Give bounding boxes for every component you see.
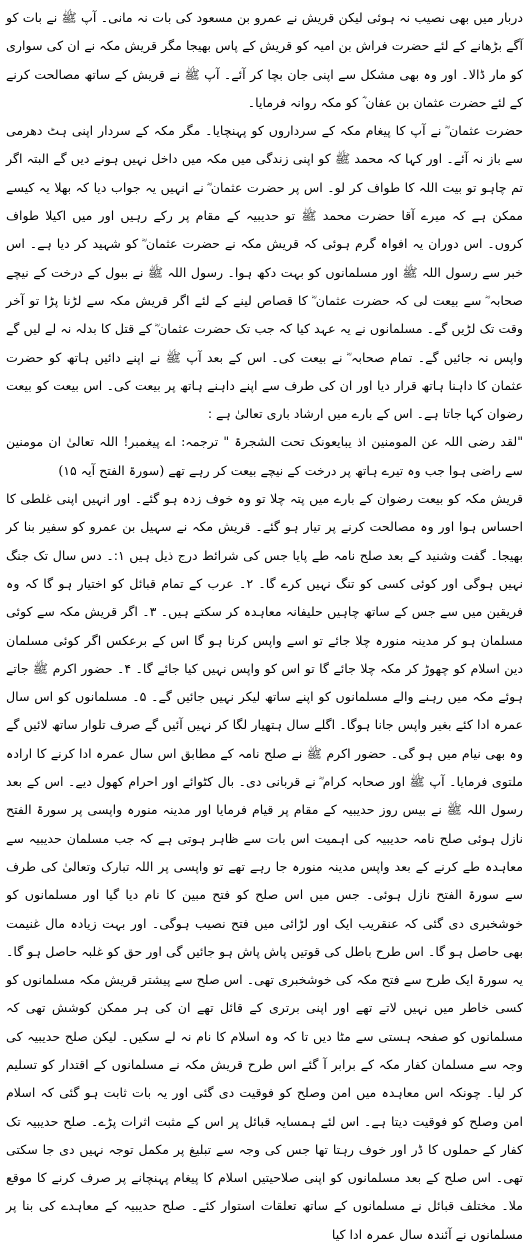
paragraph-2: حضرت عثمان ؓ نے آپ کا پیغام مکہ کے سرداروں کو پہنچایا۔ مگر مکہ کے سردار اپنی ہٹ دھرمی سے باز نہ آئے۔ اور کہا کہ محمد ﷺ کو اپنی زندگی میں مکہ میں داخل نہیں ہونے دیں گے البتہ اگر تم چاہو تو بیت اللہ کا طواف کر لو۔ اس پر حضرت عثمان ؓ نے انہیں یہ جواب دیا کہ بھلا یہ کیسے ممکن ہے کہ میرے آقا حضرت محمد ﷺ تو حدیبیہ کے مقام پر رکے رہیں اور میں اکیلا طواف کروں۔ اس دوران یہ افواہ گرم ہوئی کہ قریش مکہ نے حضرت عثمان ؓ کو شہید کر دیا ہے۔ اس خبر سے رسول اللہ ﷺ اور مسلمانوں کو بہت دکھ ہوا۔ رسول اللہ ﷺ نے ببول کے درخت کے نیچے صحابہ ؓ سے بیعت لی کہ حضرت عثمان ؓ کا قصاص لینے کے لئے اگر قریش مکہ سے لڑنا پڑا تو آخر وقت تک لڑیں گے۔ مسلمانوں نے یہ عہد کیا کہ جب تک حضرت عثمان ؓ کے قتل کا بدلہ نہ لے لیں گے واپس نہ جائیں گے۔ تمام صحابہ ؓ نے بیعت کی۔ اس کے بعد آپ ﷺ نے اپنے دائیں ہاتھ کو حضرت عثمان کا داہنا ہاتھ قرار دیا اور ان کی طرف سے اپنے داہنے ہاتھ پر بیعت کی۔ اس بیعت کو بیعت رضوان کہا جاتا ہے۔ اس کے بارے میں ارشاد باری تعالیٰ ہے :: [6, 123, 523, 422]
paragraph-1: دربار میں بھی نصیب نہ ہوئی لیکن قریش نے عمرو بن مسعود کی بات نہ مانی۔ آپ ﷺ نے بات کو آگے بڑھانے کے لئے حضرت فراش بن امیہ کو قریش کے پاس بھیجا مگر قریش مکہ نے ان کی سواری کو مار ڈالا۔ اور وہ بھی مشکل سے اپنی جان بچا کر آئے۔ آپ ﷺ نے قریش کے ساتھ مصالحت کرنے کے لئے حضرت عثمان بن عفان ؓ کو مکہ روانہ فرمایا۔: [6, 10, 523, 110]
quranic-verse-paragraph: "لقد رضی اللہ عن المومنین اذ یبایعونک تحت الشجرۃ " ترجمہ: اے پیغمبر! اللہ تعالیٰ ان مومنین سے راضی ہوا جب وہ تیرے ہاتھ پر درخت کے نیچے بیعت کر رہے تھے (سورۃ الفتح آیہ ۱۵): [6, 434, 523, 478]
paragraph-4: قریش مکہ کو بیعت رضوان کے بارے میں پتہ چلا تو وہ خوف زدہ ہو گئے۔ اور انہیں اپنی غلطی کا احساس ہوا اور وہ مصالحت کرنے پر تیار ہو گئے۔ قریش مکہ نے سہیل بن عمرو کو سفیر بنا کر بھیجا۔ گفت وشنید کے بعد صلح نامہ طے پایا جس کی شرائط درج ذیل ہیں ۱:۔ دس سال تک جنگ نہیں ہوگی اور کوئی کسی کو تنگ نہیں کرے گا۔ ۲۔ عرب کے تمام قبائل کو اختیار ہو گا کہ وہ فریقین میں سے جس کے ساتھ چاہیں حلیفانہ معاہدہ کر سکتے ہیں۔ ۳۔ اگر قریش مکہ سے کوئی مسلمان ہو کر مدینہ منورہ چلا جائے تو اسے واپس کرنا ہو گا اس کے برعکس اگر کوئی مسلمان دین اسلام کو چھوڑ کر مکہ چلا جائے گا تو اس کو واپس نہیں کیا جائے گا۔ ۴۔ حضور اکرم ﷺ جاتے ہوئے مکہ میں رہنے والے مسلمانوں کو اپنے ساتھ لیکر نہیں جائیں گے۔ ۵۔ مسلمانوں کو اس سال عمرہ ادا کئے بغیر واپس جانا ہوگا۔ اگلے سال ہتھیار لگا کر نہیں آئیں گے صرف تلوار ساتھ لائیں گے وہ بھی نیام میں ہو گی۔ حضور اکرم ﷺ نے صلح نامہ کے مطابق اس سال عمرہ ادا کرنے کا ارادہ ملتوی فرمایا۔ آپ ﷺ اور صحابہ کرام ؓ نے قربانی دی۔ بال کٹوائے اور احرام کھول دیے۔ اس کے بعد رسول اللہ ﷺ نے بیس روز حدیبیہ کے مقام پر قیام فرمایا اور مدینہ منورہ واپسی پر سورۃ الفتح نازل ہوئی صلح نامہ حدیبیہ کی اہمیت اس بات سے ظاہر ہوتی ہے کہ جب مسلمان حدیبیہ سے معاہدہ طے کرنے کے بعد واپس مدینہ منورہ جا رہے تھے تو واپسی پر اللہ تبارک وتعالیٰ کی طرف سے سورۃ الفتح نازل ہوئی۔ جس میں اس صلح کو فتح مبین کا نام دیا گیا اور مسلمانوں کو خوشخبری دی گئی کہ عنقریب ایک اور لڑائی میں فتح نصیب ہوگی۔ اور بہت زیادہ مال غنیمت بھی حاصل ہو گا۔ اس طرح باطل کی قوتیں پاش پاش ہو جائیں گی اور حق کو غلبہ حاصل ہو گا۔ یہ سورۃ ایک طرح سے فتح مکہ کی خوشخبری تھی۔ اس صلح سے پیشتر قریش مکہ مسلمانوں کو کسی خاطر میں نہیں لاتے تھے اور اپنی برتری کے قائل تھے ان کی ہر ممکن کوشش تھی کہ مسلمانوں کو صفحہ ہستی سے مٹا دیں تا کہ وہ اسلام کا نام نہ لے سکیں۔ لیکن صلح حدیبیہ کی وجہ سے مسلمان کفار مکہ کے برابر آ گئے اس طرح قریش مکہ نے مسلمانوں کے اقتدار کو تسلیم کر لیا۔ چونکہ اس معاہدہ میں امن وصلح کو فوقیت دی گئی اور یہ بات ثابت ہو گئی کہ اسلام امن وصلح کو فوقیت دیتا ہے۔ اس لئے ہمسایہ قبائل پر اس کے مثبت اثرات پڑے۔ صلح حدیبیہ تک کفار کے حملوں کا ڈر اور خوف رہتا تھا جس کی وجہ سے تبلیغ پر مکمل توجہ نہیں دی جا سکتی تھی۔ اس صلح کے بعد مسلمانوں کو اپنی صلاحیتیں اسلام کا پیغام پہنچانے پر صرف کرنے کا موقع ملا۔ مختلف قبائل نے مسلمانوں کے ساتھ تعلقات استوار کئے۔ صلح حدیبیہ کے معاہدے کی بنا پر مسلمانوں نے آئندہ سال عمرہ ادا کیا: [6, 491, 523, 1242]
